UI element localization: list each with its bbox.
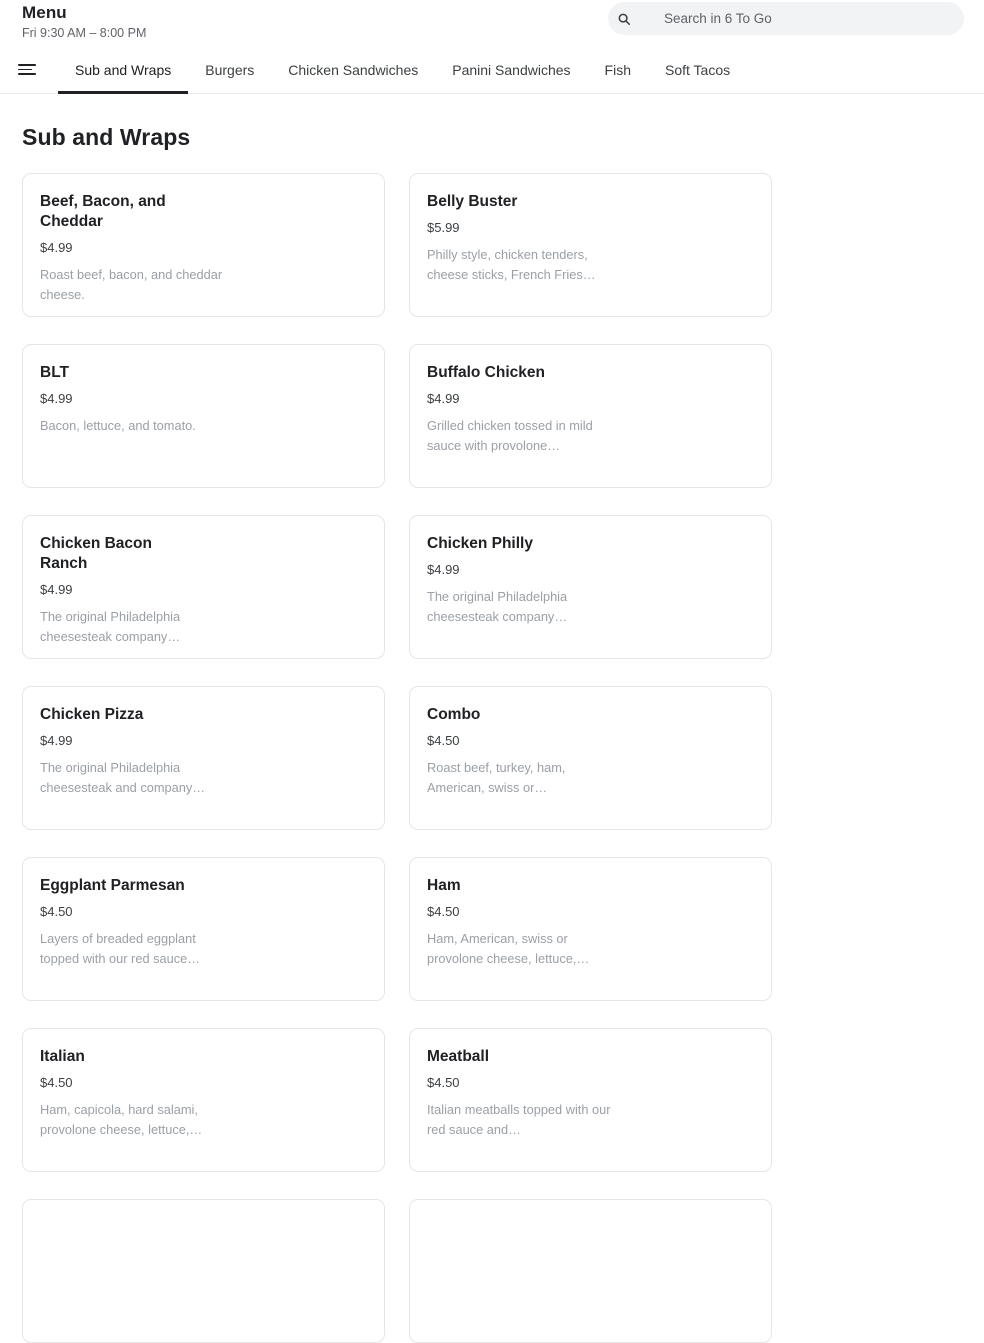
menu-item-name: BLT [40,364,69,381]
menu-item-description: The original Philadelphia cheesesteak company… [40,609,181,644]
menu-item-grid [22,173,792,1343]
menu-list-icon[interactable] [18,57,44,83]
menu-item-name: Italian [40,1048,85,1065]
menu-item-description: The original Philadelphia cheesesteak company… [427,589,568,624]
menu-item-description: Italian meatballs topped with our red sauce and… [427,1102,611,1137]
search-bar[interactable] [608,2,964,35]
section-title: Sub and Wraps [22,124,191,150]
tab-sub-and-wraps[interactable] [58,46,188,94]
menu-item-price: $4.99 [40,240,73,255]
menu-item-card[interactable] [22,173,385,317]
menu-item-card[interactable] [409,515,772,659]
menu-item-description: Bacon, lettuce, and tomato. [40,418,196,433]
menu-item-price: $5.99 [427,220,460,235]
menu-item-card[interactable] [409,1199,772,1343]
tab-soft-tacos[interactable] [648,46,747,94]
menu-item-description: Grilled chicken tossed in mild sauce with provolone… [427,418,593,453]
tab-label: Burgers [205,61,255,78]
menu-item-name: Chicken Philly [427,535,533,552]
page-header [0,0,984,46]
tab-label: Sub and Wraps [75,61,172,78]
menu-item-name: Combo [427,706,481,723]
menu-item-name: Eggplant Parmesan [40,877,185,894]
tab-label: Fish [604,61,631,78]
tab-fish[interactable] [588,46,648,94]
menu-item-name: Chicken Bacon Ranch [40,535,152,572]
menu-item-description: Ham, capicola, hard salami, provolone cheese, lettuce,… [40,1102,203,1137]
menu-item-description: Layers of breaded eggplant topped with our red sauce… [40,931,201,966]
menu-item-card[interactable] [22,1199,385,1343]
menu-item-price: $4.99 [40,391,73,406]
menu-item-name: Beef, Bacon, and Cheddar [40,193,166,230]
menu-item-price: $4.50 [427,1075,460,1090]
search-icon [608,12,640,26]
menu-item-name: Meatball [427,1048,490,1065]
menu-item-card[interactable] [409,857,772,1001]
tab-panini-sandwiches[interactable] [435,46,587,94]
menu-item-name: Chicken Pizza [40,706,144,723]
menu-item-price: $4.99 [427,391,460,406]
menu-item-description: Philly style, chicken tenders, cheese sticks, French Fries… [427,247,596,282]
tabs [58,46,747,94]
tab-label: Panini Sandwiches [452,61,571,78]
menu-item-price: $4.50 [427,733,460,748]
menu-item-card[interactable] [409,686,772,830]
menu-item-card[interactable] [22,344,385,488]
menu-item-name: Ham [427,877,461,894]
store-hours: Fri 9:30 AM – 8:00 PM [22,26,147,40]
menu-item-card[interactable] [22,1028,385,1172]
menu-item-card[interactable] [22,515,385,659]
menu-item-price: $4.99 [40,582,73,597]
menu-item-card[interactable] [22,686,385,830]
menu-item-price: $4.50 [427,904,460,919]
tab-chicken-sandwiches[interactable] [271,46,435,94]
tab-label: Chicken Sandwiches [288,61,419,78]
menu-item-name: Belly Buster [427,193,518,210]
page-title: Menu [22,3,67,22]
menu-item-name: Buffalo Chicken [427,364,545,381]
menu-item-price: $4.50 [40,904,73,919]
menu-item-price: $4.50 [40,1075,73,1090]
menu-item-description: Roast beef, bacon, and cheddar cheese. [40,267,223,302]
menu-item-price: $4.99 [427,562,460,577]
tab-label: Soft Tacos [665,61,731,78]
menu-item-description: Roast beef, turkey, ham, American, swiss or… [427,760,566,795]
menu-item-price: $4.99 [40,733,73,748]
menu-item-card[interactable] [409,1028,772,1172]
search-input[interactable] [640,11,964,26]
menu-item-description: Ham, American, swiss or provolone cheese, lettuce,… [427,931,590,966]
menu-item-description: The original Philadelphia cheesesteak and company… [40,760,206,795]
tab-burgers[interactable] [188,46,271,94]
menu-item-card[interactable] [22,857,385,1001]
menu-item-card[interactable] [409,173,772,317]
menu-item-card[interactable] [409,344,772,488]
category-tab-bar [0,46,984,94]
